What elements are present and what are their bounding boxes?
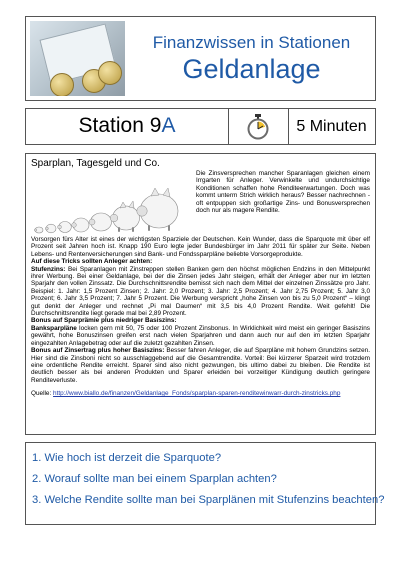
- header-subtitle: Finanzwissen in Stationen: [152, 33, 351, 52]
- paragraph-lead: Stufenzins:: [31, 265, 66, 273]
- questions-box: [25, 442, 385, 525]
- paragraph-body: Bei Sparanlagen mit Zinstreppen stellen Banken gern den höchst möglichen Endzins in den Mittelpunkt ihrer Werbung. Bei einer Geldanlage, bei der die Zinsen jedes Jahr steigen, erhält der Anleger aber nur im letzten Sparjahr den vollen Zinssatz. Die Durchschnittsrendite bemisst sich nach dem Mittel der einzelnen Zinssätze pro Jahr. Beispiel: 1. Jahr: 1,5 Prozent Zinsen; 2. Jahr: 2,0 Prozent; 3. Jahr: 2,5 Prozent; 4. Jahr 2,75 Prozent; 5. Jahr 3,0 Prozent; 6. Jahr 3,5 Prozent; 7. Jahr 5 Prozent. Die Werbung verspricht „hohe Zinsen von bis zu 5,0 Prozent“ – klingt gut denkt der Anleger und rechnet „Pi mal Daumen“ mit 3,5 bis 4,0 Prozent Rendite. Weit gefehlt! Die Durchschnittsrendite liegt gerade mal bei 2,89 Prozent.: [31, 265, 370, 318]
- source-label: Quelle:: [31, 390, 54, 398]
- paragraph: [31, 325, 370, 347]
- paragraph-lead: Bonus auf Zinsertrag plus hoher Basiszins:: [31, 347, 165, 355]
- money-photo: [30, 21, 125, 96]
- station-duration: 5 Minuten: [296, 118, 367, 135]
- header-box: [25, 16, 376, 101]
- text-title: Sparplan, Tagesgeld und Co.: [31, 158, 160, 169]
- divider: [228, 109, 229, 144]
- reading-text-box: [25, 153, 376, 435]
- station-letter: A: [161, 114, 176, 137]
- source-line: [31, 390, 370, 398]
- paragraph: [31, 347, 370, 384]
- piggy-banks-image: [31, 170, 193, 236]
- question-1: 1. Wie hoch ist derzeit die Sparquote?: [32, 452, 222, 464]
- intro-paragraph: Die Zinsversprechen mancher Sparanlagen gleichen einem Irrgarten für Anleger. Verwinkelte und undurchsichtige Konditionen schaffen hohe Renditeerwartungen. Doch was kommt unterm Strich wirklich heraus? Besser nachrechnen - oft entpuppen sich großartige Zins- und Bonusversprechen doch nur als magere Rendite.: [196, 170, 370, 215]
- paragraph: Vorsorgen fürs Alter ist eines der wichtigsten Sparziele der Deutschen. Kein Wunder, dass die Sparquote mit über elf Prozent seit Jahren hoch ist. Knapp 190 Euro legte jeder Bundesbürger im Jahr 2011 für später zur Seite. Neben Lebens- und Rentenversicherungen sind Bank- und Fondssparpläne beliebte Vorsorgeprodukte.: [31, 236, 370, 258]
- station-box: [25, 108, 376, 145]
- question-3: 3. Welche Rendite sollte man bei Sparplänen mit Stufenzins beachten?: [32, 494, 385, 506]
- section-heading: Bonus auf Sparprämie plus niedriger Basiszins:: [31, 317, 177, 325]
- paragraph-body: Besser fahren Anleger, die auf Sparpläne mit hohem Grundzins setzen. Hier sind die Zinsboni nicht so ausschlaggebend auf die Gesamtrendite. Vorteil: Bei kürzerer Sparzeit wird trotzdem eine ordentliche Rendite erreicht. Sparer sind also nicht gezwungen, bis ultimo dabei zu bleiben. Die Rendite ist deutlich besser als bei anderen Produkten und Sparer erleiden bei vorzeitiger Kündigung deutlich geringere Renditeverluste.: [31, 347, 370, 384]
- coin-image: [50, 73, 74, 96]
- coin-image: [98, 61, 122, 85]
- station-label: [26, 114, 228, 138]
- source-link[interactable]: http://www.biallo.de/finanzen/Geldanlage_Fonds/sparplan-sparen-renditewinwarr-durch-zinstricks.php: [53, 390, 341, 398]
- header-title: Geldanlage: [182, 54, 321, 84]
- paragraph-lead: Banksparpläne: [31, 324, 77, 332]
- section-heading: Auf diese Tricks sollten Anleger achten:: [31, 258, 153, 266]
- station-number: Station 9: [78, 114, 162, 137]
- paragraph: [31, 266, 370, 318]
- question-2: 2. Worauf sollte man bei einem Sparplan achten?: [32, 473, 277, 485]
- paragraph-body: locken gern mit 50, 75 oder 100 Prozent Zinsbonus. In Wirklichkeit wird meist ein geringer Basiszins gewährt, hohe Bonuszinsen greifen erst nach vielen Sparjahren und dann auch nur auf den im letzten Sparjahr eingezahlten Anlagebetrag oder auf die zuletzt gezahlten Zinsen.: [31, 324, 370, 347]
- stopwatch-icon: [244, 113, 272, 141]
